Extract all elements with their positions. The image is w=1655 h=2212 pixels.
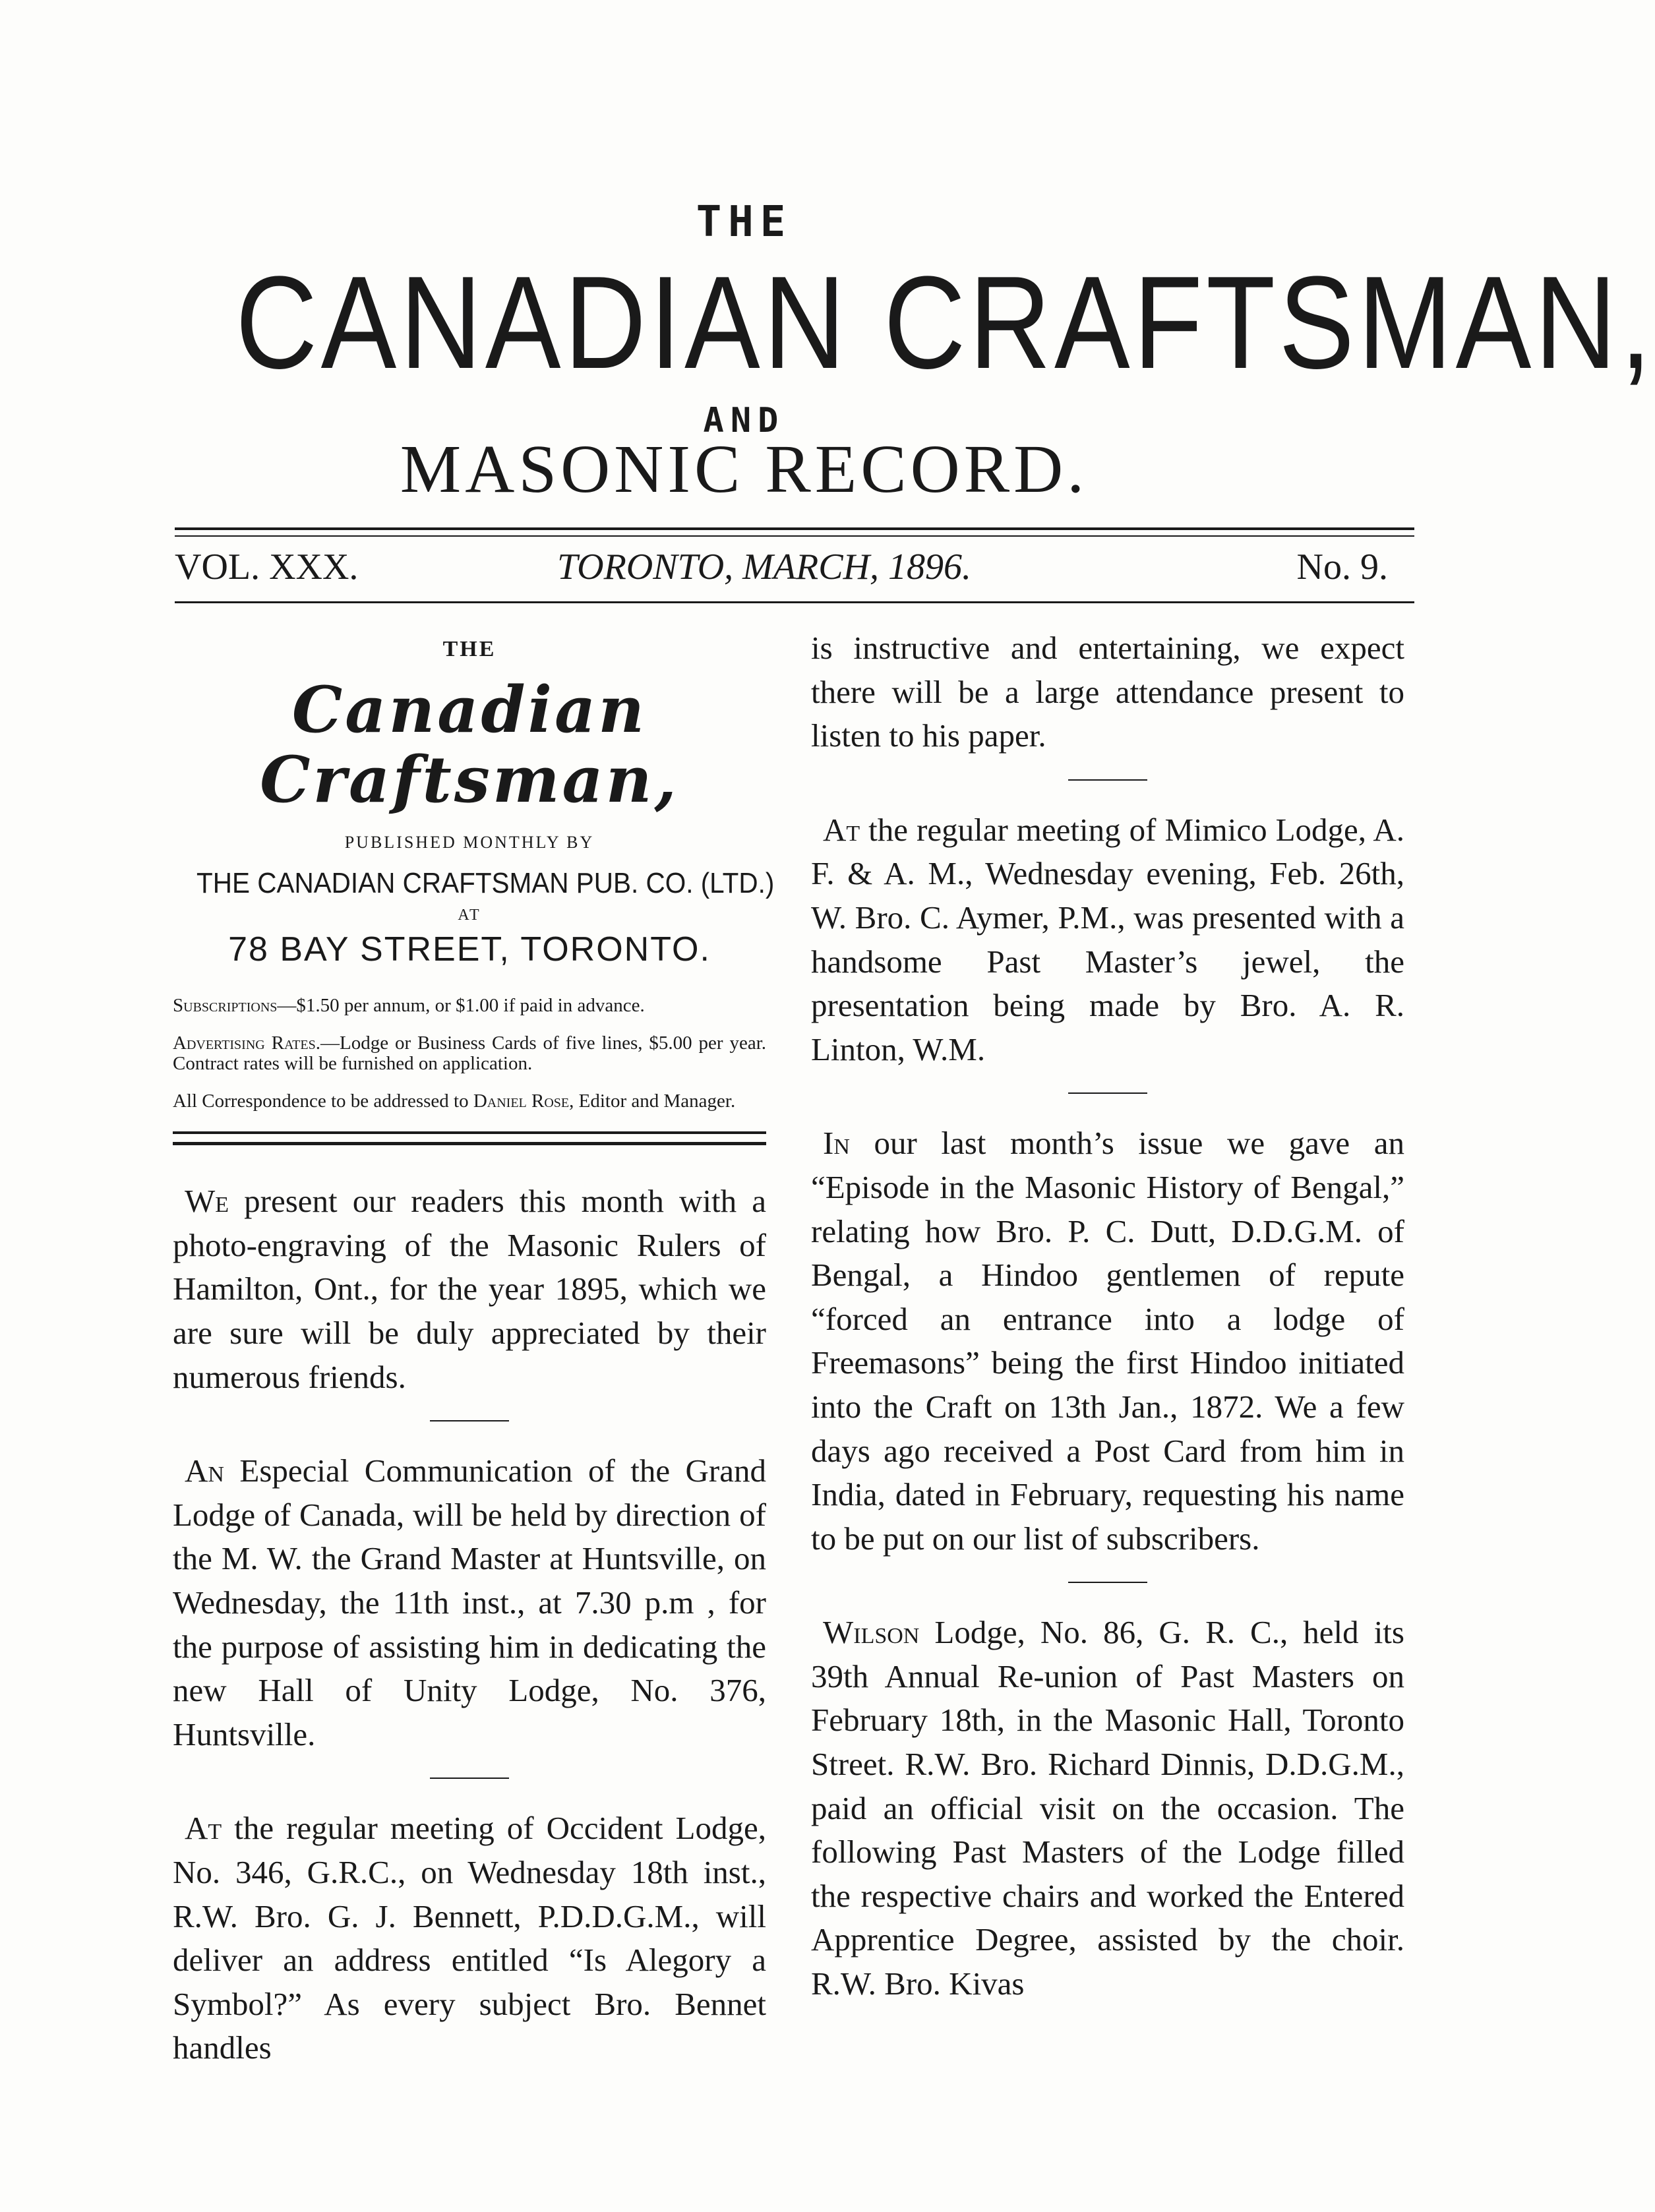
article-divider <box>1068 779 1147 781</box>
date-label: TORONTO, MARCH, 1896. <box>557 547 972 587</box>
article-occident-lodge <box>173 1807 766 2070</box>
imprint-published: PUBLISHED MONTHLY BY <box>344 833 595 852</box>
masthead-title: CANADIAN CRAFTSMAN, <box>235 249 1655 396</box>
advertising-text: —Lodge or Business Cards of five lines, $5.00 per year. Contract rates will be furnished on application. <box>173 1032 767 1075</box>
article-grand-lodge <box>173 1449 766 1756</box>
imprint-the: THE <box>442 637 496 661</box>
article-lead: At <box>823 811 860 848</box>
article-divider <box>1068 1092 1147 1094</box>
masthead-subtitle: MASONIC RECORD. <box>400 431 1089 507</box>
volume-label: VOL. XXX. <box>175 547 359 587</box>
imprint-title: Canadian Craftsman, <box>260 673 679 817</box>
imprint-address: 78 BAY STREET, TORONTO. <box>228 930 711 969</box>
masthead-rule-top-thin <box>175 535 1414 537</box>
imprint-block <box>173 637 775 969</box>
article-lead: We <box>185 1183 229 1220</box>
article-text: Lodge, No. 86, G. R. C., held its 39th Annual Re-union of Past Masters on February 18th, in the Masonic Hall, Toronto Street. R.W. Bro. Richard Dinnis, D.D.G.M., paid an official visit on the occasion. The following Past Masters of the Lodge filled the respective chairs and worked the Entered Apprentice Degree, assisted by the choir. R.W. Bro. Kivas <box>811 1614 1404 2002</box>
article-lead: An <box>185 1452 224 1489</box>
imprint-at: AT <box>458 907 481 924</box>
left-column <box>173 626 775 2070</box>
article-bengal <box>811 1121 1404 1561</box>
subscriptions-note <box>173 996 766 1016</box>
article-continued <box>811 626 1404 758</box>
article-text: present our readers this month with a photo-engraving of the Masonic Rulers of Hamilton, Ont., for the year 1895, which we are sure will be duly appreciated by their numerous friends. <box>173 1183 766 1395</box>
article-text: Especial Communication of the Grand Lodge of Canada, will be held by direction of the M. W. the Grand Master at Huntsville, on Wednesday, the 11th inst., at 7.30 p.m , for the purpose of assisting him in dedicating the new Hall of Unity Lodge, No. 376, Huntsville. <box>173 1452 766 1752</box>
article-lead: At <box>185 1810 222 1847</box>
correspondence-note <box>173 1091 766 1112</box>
imprint-divider <box>173 1131 766 1145</box>
article-text: the regular meeting of Mimico Lodge, A. F. & A. M., Wednesday evening, Feb. 26th, W. Bro. C. Aymer, P.M., was presented with a handsome Past Master’s jewel, the presentation being made by Bro. A. R. Linton, W.M. <box>811 811 1404 1067</box>
correspondence-text-a: All Correspondence to be addressed to <box>173 1091 473 1112</box>
article-text: our last month’s issue we gave an “Episode in the Masonic History of Bengal,” relating how Bro. P. C. Dutt, D.D.G.M. of Bengal, a Hindoo gentlemen of repute “forced an entrance into a lodge of Freemasons” being the first Hindoo initiated into the Craft on 13th Jan., 1872. We a few days ago received a Post Card from him in India, dated in February, requesting his name to be put on our list of subscribers. <box>811 1125 1404 1557</box>
right-column <box>811 626 1404 2006</box>
masthead-rule-bottom <box>175 601 1414 603</box>
masthead-and: AND <box>703 401 785 440</box>
article-text: is instructive and entertaining, we expect there will be a large attendance present to listen to his paper. <box>811 630 1404 754</box>
advertising-head: Advertising Rates. <box>173 1032 320 1054</box>
imprint-company: THE CANADIAN CRAFTSMAN PUB. CO. (LTD.) <box>196 867 775 900</box>
article-divider <box>430 1778 509 1779</box>
article-divider <box>430 1420 509 1421</box>
correspondence-name: Daniel Rose <box>473 1091 570 1112</box>
subscriptions-head: Subscriptions <box>173 995 278 1017</box>
article-wilson-lodge <box>811 1611 1404 2006</box>
article-lead: Wilson <box>823 1614 920 1651</box>
advertising-note <box>173 1033 766 1074</box>
subscriptions-text: —$1.50 per annum, or $1.00 if paid in advance. <box>277 995 645 1017</box>
article-lead: In <box>823 1125 850 1162</box>
article-photo-engraving <box>173 1180 766 1399</box>
correspondence-text-b: , Editor and Manager. <box>569 1091 736 1112</box>
article-divider <box>1068 1582 1147 1583</box>
article-text: the regular meeting of Occident Lodge, No. 346, G.R.C., on Wednesday 18th inst., R.W. Bro. G. J. Bennett, P.D.D.G.M., will deliver an address entitled “Is Alegory a Symbol?” As every subject Bro. Bennet handles <box>173 1810 766 2066</box>
masthead-rule-top <box>175 527 1414 530</box>
dateline <box>175 547 1414 587</box>
issue-number: No. 9. <box>1296 547 1388 587</box>
article-mimico-lodge <box>811 808 1404 1072</box>
masthead-the: THE <box>696 198 793 247</box>
